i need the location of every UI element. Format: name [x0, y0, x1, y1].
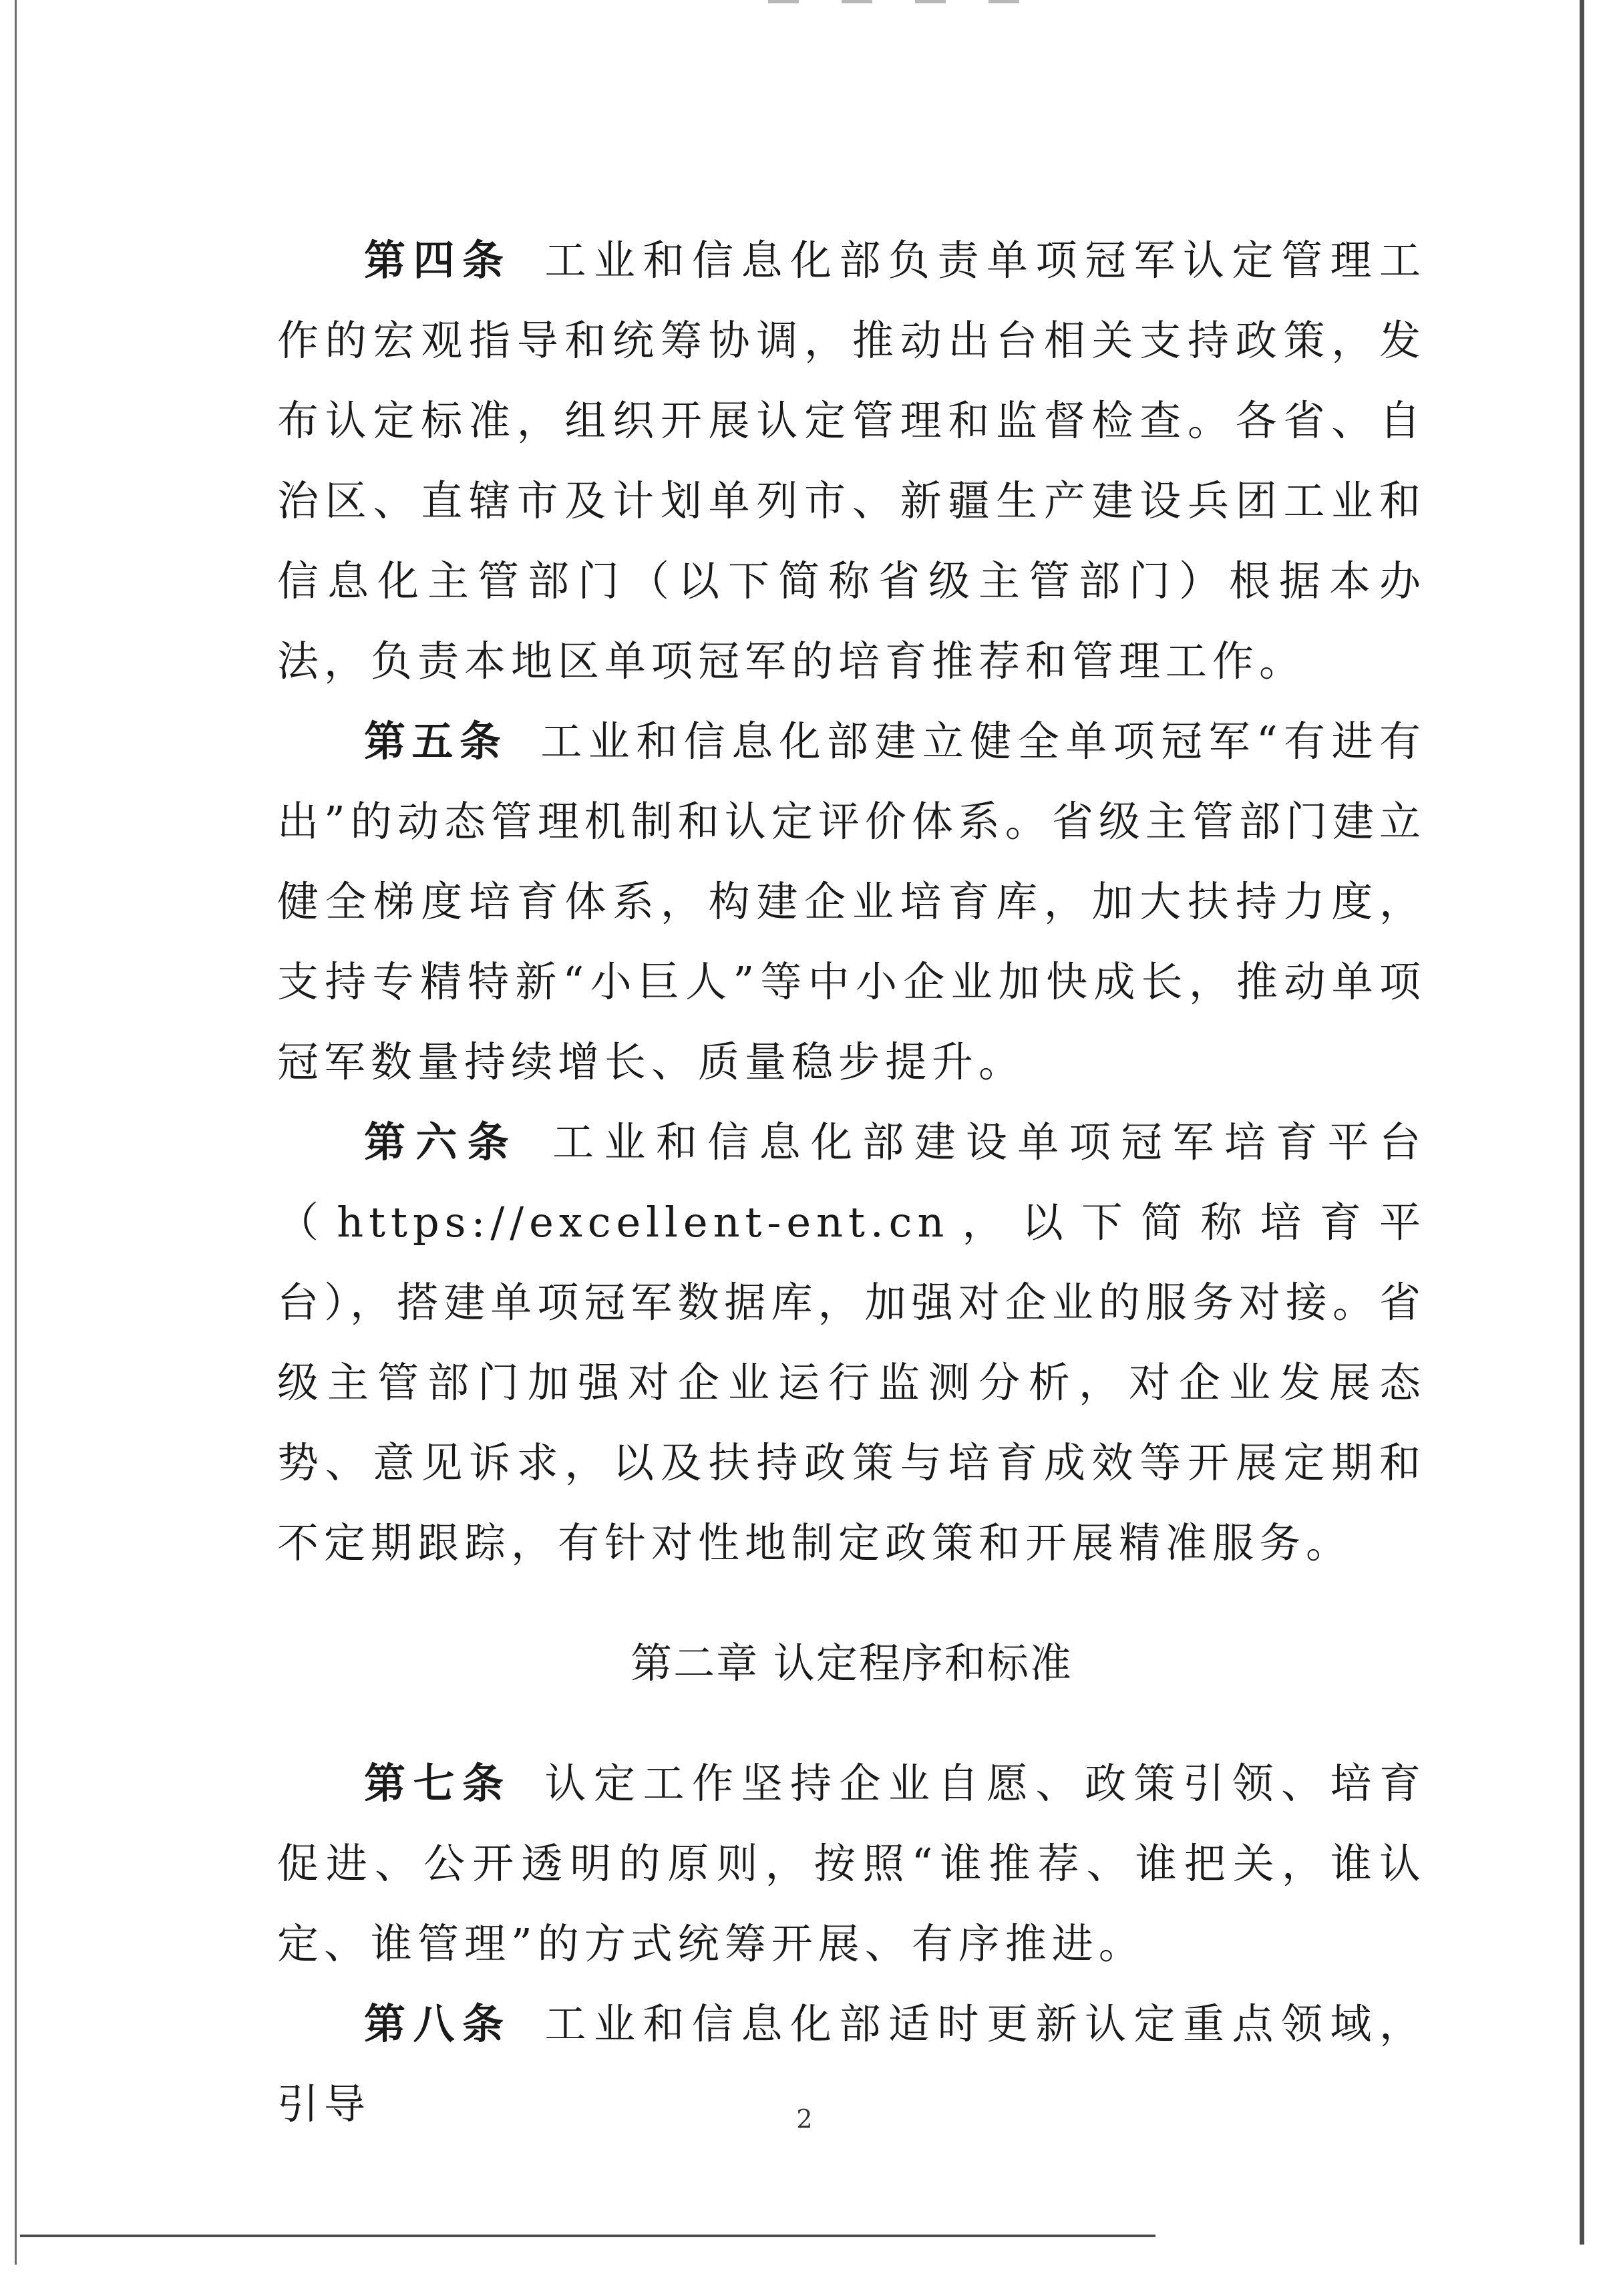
article-4 — [277, 220, 1426, 701]
scan-edge-right — [1580, 0, 1584, 2245]
article-7 — [277, 1744, 1426, 1984]
article-6-label: 第六条 — [364, 1118, 520, 1166]
article-4-text: 工业和信息化部负责单项冠军认定管理工作的宏观指导和统筹协调，推动出台相关支持政策，发布认定标准，组织开展认定管理和监督检查。各省、自治区、直辖市及计划单列市、新疆生产建设兵团工业和信息化主管部门（以下简称省级主管部门）根据本办法，负责本地区单项冠军的培育推荐和管理工作。 — [277, 236, 1426, 685]
article-7-label: 第七条 — [364, 1759, 512, 1808]
page-number: 2 — [796, 2104, 813, 2134]
article-7-text: 认定工作坚持企业自愿、政策引领、培育促进、公开透明的原则，按照“谁推荐、谁把关，谁认定、谁管理”的方式统筹开展、有序推进。 — [277, 1759, 1426, 1968]
article-8-text: 工业和信息化部适时更新认定重点领域，引导 — [277, 1999, 1426, 2128]
scan-artifact-top — [768, 0, 1062, 3]
article-8-label: 第八条 — [364, 1999, 512, 2048]
document-body — [277, 220, 1426, 2144]
scan-edge-bottom — [20, 2235, 1155, 2237]
article-5-label: 第五条 — [364, 717, 508, 766]
article-5 — [277, 701, 1426, 1102]
article-5-text: 工业和信息化部建立健全单项冠军“有进有出”的动态管理机制和认定评价体系。省级主管部门建立健全梯度培育体系，构建企业培育库，加大扶持力度，支持专精特新“小巨人”等中小企业加快成长，推动单项冠军数量持续增长、质量稳步提升。 — [277, 717, 1426, 1086]
article-4-label: 第四条 — [364, 236, 512, 285]
article-6 — [277, 1102, 1426, 1583]
scan-edge-left — [15, 0, 17, 2265]
chapter-heading: 第二章 认定程序和标准 — [631, 1639, 1073, 1687]
article-6-text: 工业和信息化部建设单项冠军培育平台（https://excellent-ent.cn，以下简称培育平台），搭建单项冠军数据库，加强对企业的服务对接。省级主管部门加强对企业运行监测分析，对企业发展态势、意见诉求，以及扶持政策与培育成效等开展定期和不定期跟踪，有针对性地制定政策和开展精准服务。 — [277, 1118, 1426, 1567]
